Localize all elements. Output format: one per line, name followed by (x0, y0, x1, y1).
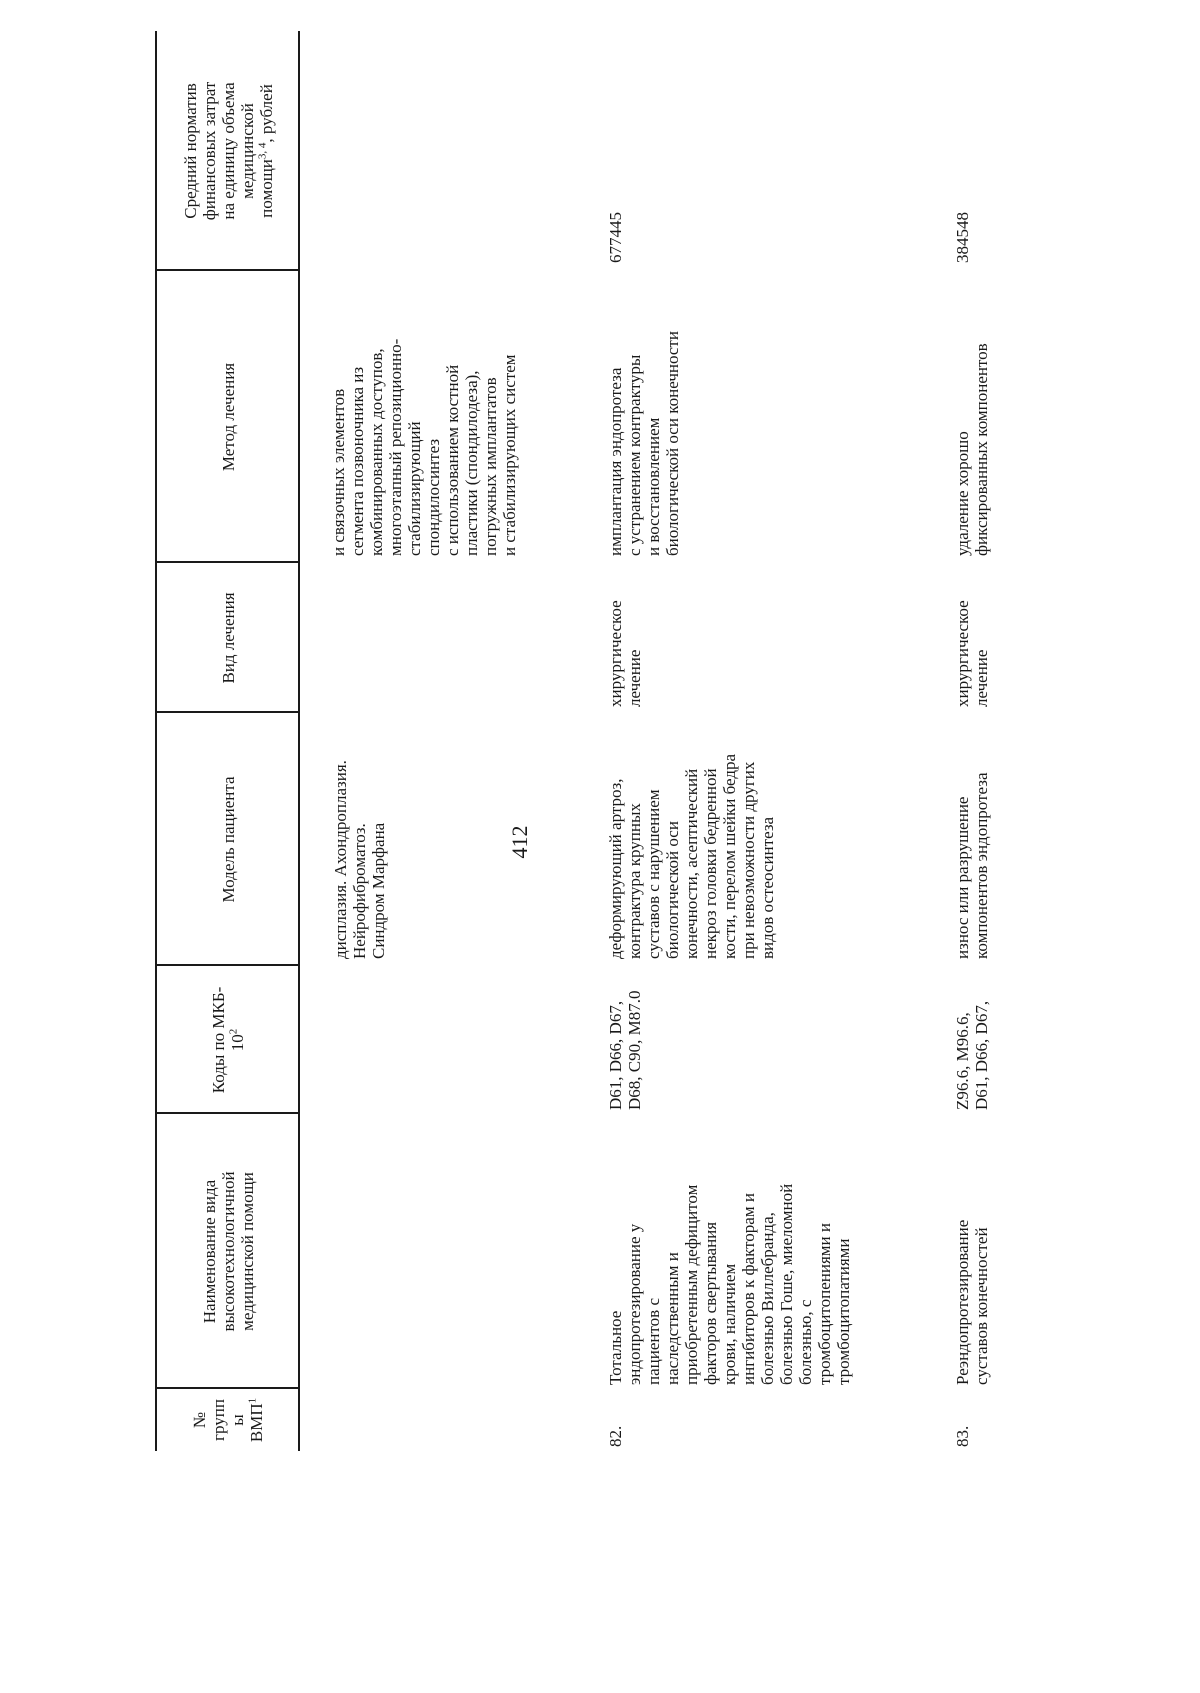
row-83-patient-model: износ или разрушение компонентов эндопротеза (953, 772, 991, 959)
row-82-patient-model: деформирующий артроз, контрактура крупных суставов с нарушением биологической оси конечности, асептический некроз головки бедренной кости, перелом шейки бедра при невозможности других видов остеосинтеза (606, 753, 777, 959)
continuation-patient-model: дисплазия. Ахондроплазия. Нейрофиброматоз. Синдром Марфана (331, 760, 388, 959)
header-care-type-name: Наименование вида высокотехнологичной медицинской помощи (199, 1171, 257, 1332)
header-icd-codes: Коды по МКБ- $10^2$ (209, 986, 247, 1094)
row-82-care-type-name: Тотальное эндопротезирование у пациентов с наследственным и приобретенным дефицитом факторов свертывания крови, наличием ингибиторов к факторам и болезнью Виллебранда, болезнью Гоше, миеломной болезнью, с тромбоцитопениями и тромбоцитопатиями (606, 1183, 853, 1385)
page-number: 412 (507, 825, 532, 859)
header-top-rule (155, 31, 157, 1451)
row-82-treatment-type: хирургическое лечение (606, 600, 644, 707)
row-82-treatment-method: имплантация эндопротеза с устранением контрактуры и восстановлением биологической оси конечности (606, 331, 682, 556)
row-83-treatment-type: хирургическое лечение (953, 600, 991, 707)
services-table (155, 31, 1200, 1451)
row-82-average-cost: 677445 (606, 212, 625, 263)
header-group-no: № групп ы ВМП$^1$ (190, 1397, 266, 1443)
header-bottom-rule (298, 31, 300, 1451)
row-83-care-type-name: Реэндопротезирование суставов конечностей (953, 1219, 991, 1385)
row-83-group-no: 83. (953, 1425, 972, 1447)
header-treatment-type: Вид лечения (218, 592, 238, 684)
row-83-icd-codes: Z96.6, M96.6, D61, D66, D67, (953, 1000, 991, 1110)
header-patient-model: Модель пациента (218, 776, 238, 903)
row-83-average-cost: 384548 (953, 212, 972, 263)
row-82-group-no: 82. (606, 1425, 625, 1447)
header-average-cost: Средний норматив финансовых затрат на единицу объема медицинской помощи$^{3, 4}$, рублей (180, 81, 276, 221)
header-treatment-method: Метод лечения (218, 362, 238, 472)
continuation-treatment-method: и связочных элементов сегмента позвоночника из комбинированных доступов, многоэтапный репозиционно- стабилизирующий спондилосинтез с использованием костной пластики (спондилодеза), погружных имплантатов и стабилизирующих систем (329, 338, 519, 556)
row-83-treatment-method: удаление хорошо фиксированных компонентов (953, 343, 991, 556)
row-82-icd-codes: D61, D66, D67, D68, C90, M87.0 (606, 990, 644, 1110)
